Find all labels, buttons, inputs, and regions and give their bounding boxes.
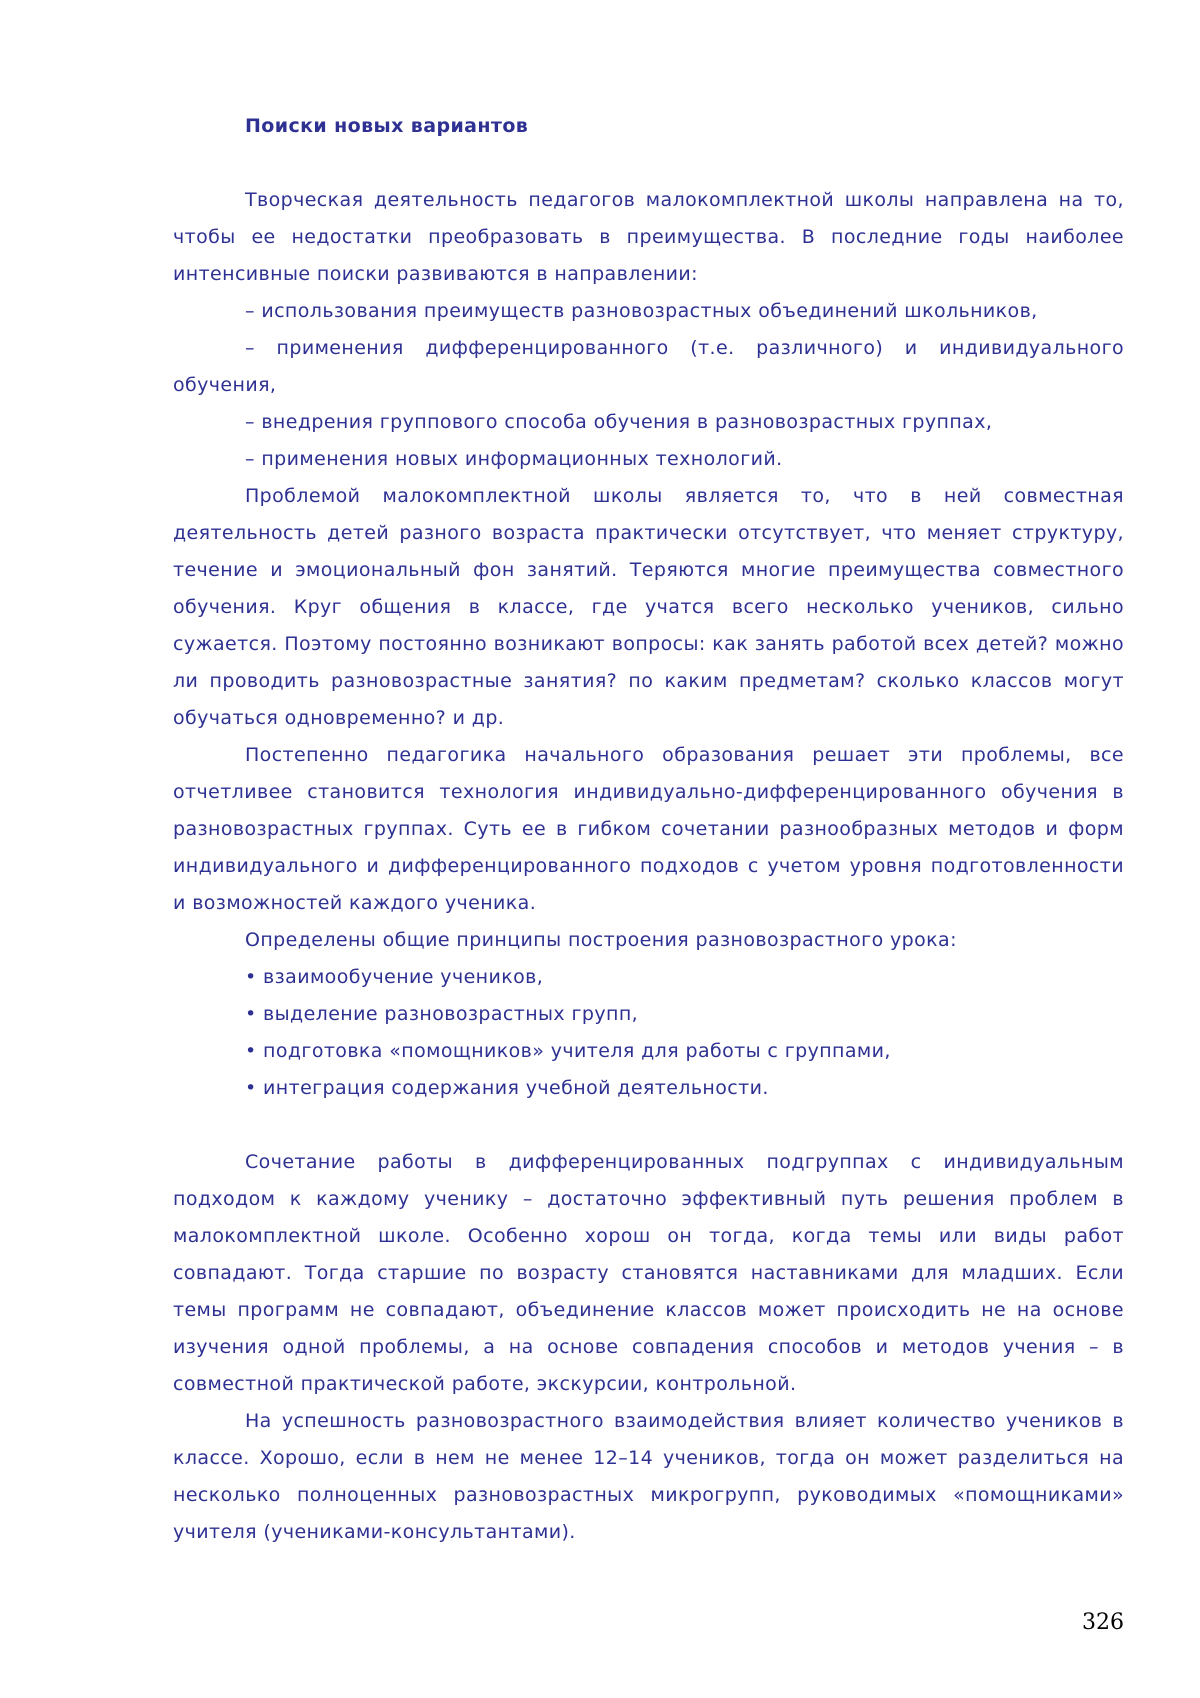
direction-item: – применения новых информационных технологий. — [245, 448, 783, 470]
direction-item: – внедрения группового способа обучения в разновозрастных группах, — [245, 411, 993, 433]
intro-paragraph: Творческая деятельность педагогов малокомплектной школы направлена на то, чтобы ее недостатки преобразовать в преимущества. В последние годы наиболее интенсивные поиски развиваются в направлении: — [173, 189, 1124, 285]
direction-item: – использования преимуществ разновозрастных объединений школьников, — [245, 300, 1038, 322]
principle-item: • интеграция содержания учебной деятельности. — [245, 1077, 769, 1099]
principles-intro: Определены общие принципы построения разновозрастного урока: — [245, 929, 957, 951]
principle-item: • выделение разновозрастных групп, — [245, 1003, 639, 1025]
principle-item: • подготовка «помощников» учителя для работы с группами, — [245, 1040, 891, 1062]
principle-item: • взаимообучение учеников, — [245, 966, 544, 988]
problem-paragraph: Проблемой малокомплектной школы является то, что в ней совместная деятельность детей разного возраста практически отсутствует, что меняет структуру, течение и эмоциональный фон занятий. Теряются многие преимущества совместного обучения. Круг общения в классе, где учатся всего несколько учеников, сильно сужается. Поэтому постоянно возникают вопросы: как занять работой всех детей? можно ли проводить разновозрастные занятия? по каким предметам? сколько классов могут обучаться одновременно? и др. — [173, 485, 1124, 729]
page-number: 326 — [1082, 1610, 1124, 1635]
combination-paragraph: Сочетание работы в дифференцированных подгруппах с индивидуальным подходом к каждому ученику – достаточно эффективный путь решения проблем в малокомплектной школе. Особенно хорош он тогда, когда темы или виды работ совпадают. Тогда старшие по возрасту становятся наставниками для младших. Если темы программ не совпадают, объединение классов может происходить не на основе изучения одной проблемы, а на основе совпадения способов и методов учения – в совместной практической работе, экскурсии, контрольной. — [173, 1151, 1124, 1395]
success-paragraph: На успешность разновозрастного взаимодействия влияет количество учеников в классе. Хорошо, если в нем не менее 12–14 учеников, тогда он может разделиться на несколько полноценных разновозрастных микрогрупп, руководимых «помощниками» учителя (учениками-консультантами). — [173, 1410, 1124, 1543]
paragraph-gap — [173, 1107, 1124, 1144]
gradually-paragraph: Постепенно педагогика начального образования решает эти проблемы, все отчетливее становится технология индивидуально-дифференцированного обучения в разновозрастных группах. Суть ее в гибком сочетании разнообразных методов и форм индивидуального и дифференцированного подходов с учетом уровня подготовленности и возможностей каждого ученика. — [173, 744, 1124, 914]
direction-item: – применения дифференцированного (т.е. различного) и индивидуального обучения, — [173, 337, 1124, 396]
section-heading: Поиски новых вариантов — [245, 115, 529, 137]
document-page — [173, 108, 1124, 1551]
